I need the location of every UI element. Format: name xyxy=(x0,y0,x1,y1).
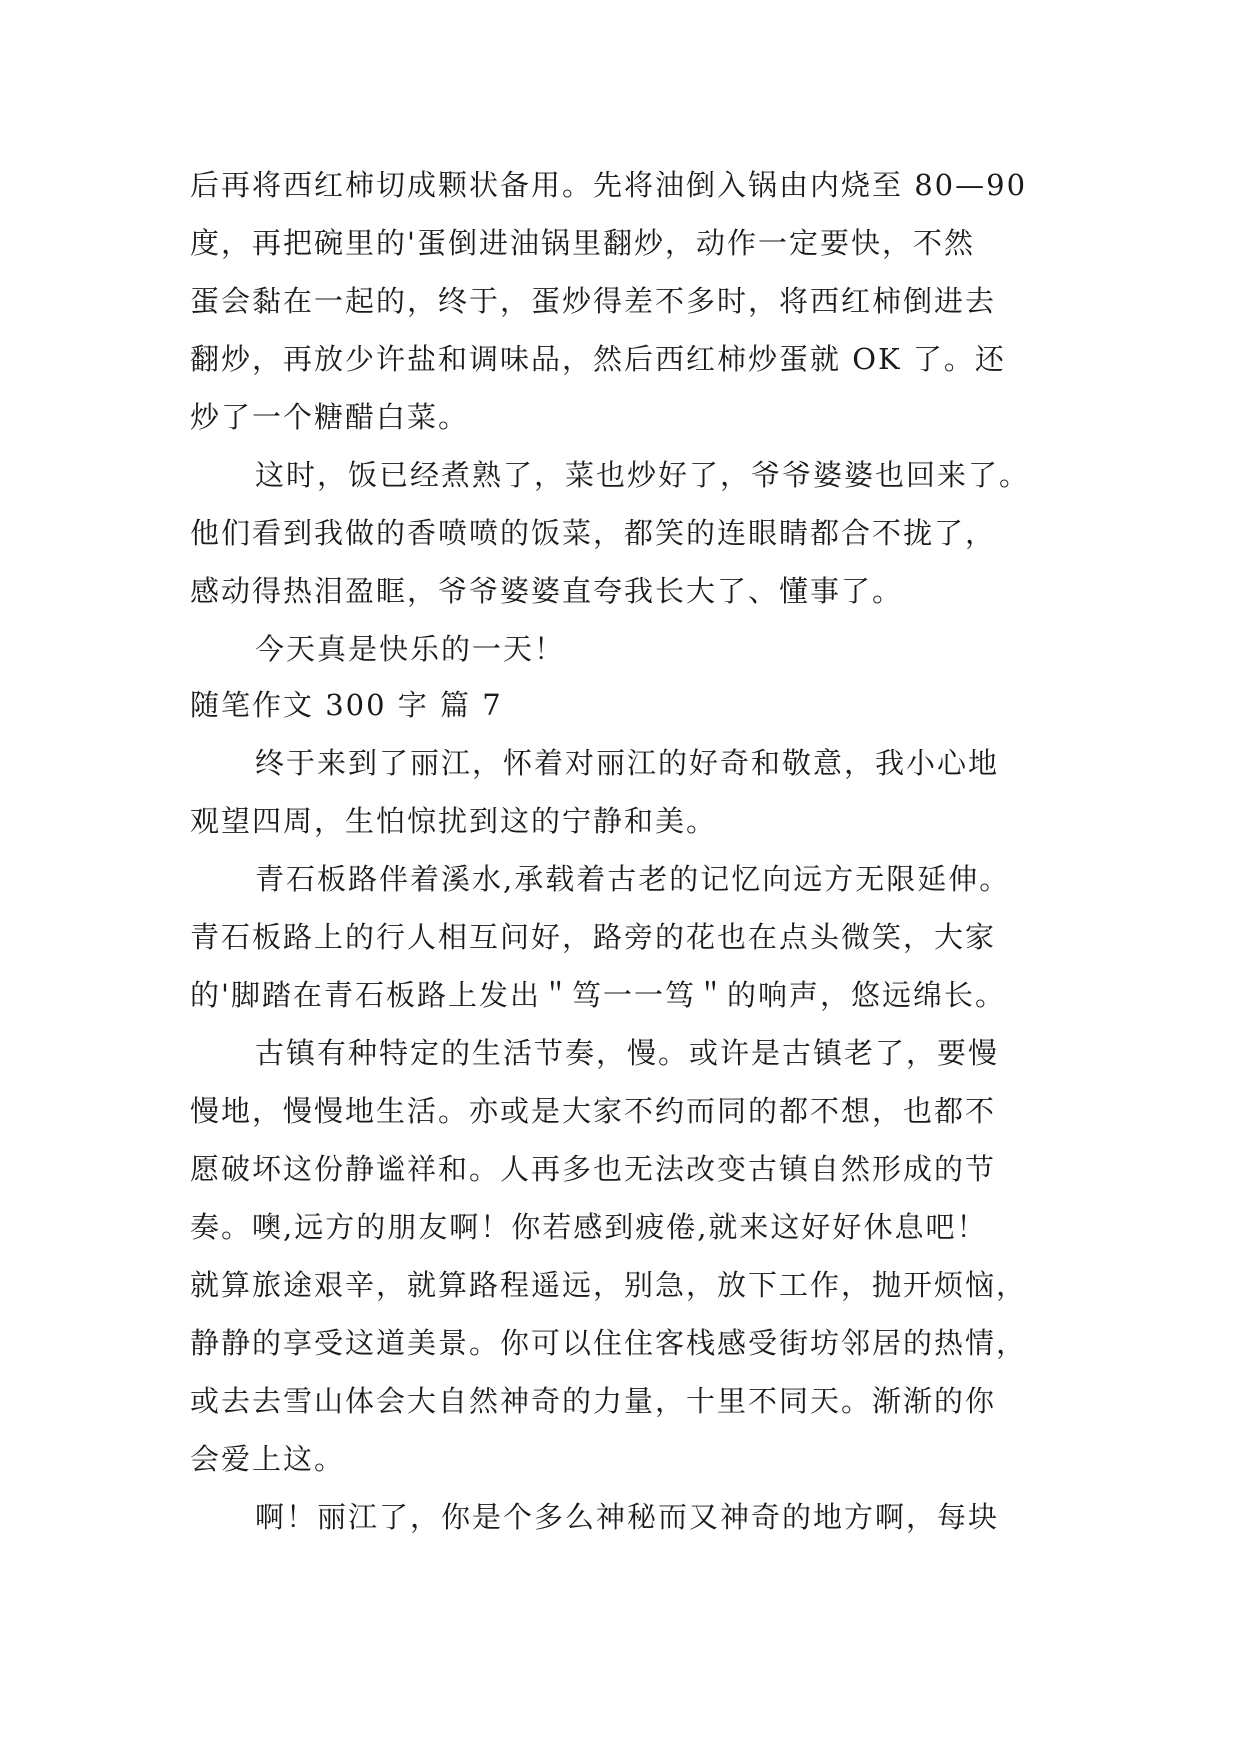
text-line: 后再将西红柿切成颗状备用。先将油倒入锅由内烧至 80—90 xyxy=(190,168,1028,202)
text-line: 会爱上这。 xyxy=(190,1442,346,1476)
paragraph-first-line: 青石板路伴着溪水,承载着古老的记忆向远方无限延伸。 xyxy=(255,862,1011,896)
text-line: 炒了一个糖醋白菜。 xyxy=(190,400,470,434)
paragraph-first-line: 今天真是快乐的一天！ xyxy=(255,632,566,666)
text-line: 蛋会黏在一起的，终于，蛋炒得差不多时，将西红柿倒进去 xyxy=(190,284,997,318)
text-line: 他们看到我做的香喷喷的饭菜，都笑的连眼睛都合不拢了， xyxy=(190,516,997,550)
text-line: 翻炒，再放少许盐和调味品，然后西红柿炒蛋就 OK 了。还 xyxy=(190,342,1006,376)
text-line: 观望四周，生怕惊扰到这的宁静和美。 xyxy=(190,804,718,838)
text-line: 度，再把碗里的'蛋倒进油锅里翻炒，动作一定要快，不然 xyxy=(190,226,975,260)
paragraph-first-line: 古镇有种特定的生活节奏，慢。或许是古镇老了，要慢 xyxy=(255,1036,1000,1070)
text-line: 感动得热泪盈眶，爷爷婆婆直夸我长大了、懂事了。 xyxy=(190,574,904,608)
text-line: 青石板路上的行人相互问好，路旁的花也在点头微笑，大家 xyxy=(190,920,997,954)
paragraph-first-line: 终于来到了丽江，怀着对丽江的好奇和敬意，我小心地 xyxy=(255,746,1000,780)
paragraph-first-line: 啊！丽江了，你是个多么神秘而又神奇的地方啊，每块 xyxy=(255,1500,1000,1534)
text-line: 奏。噢,远方的朋友啊！你若感到疲倦,就来这好好休息吧！ xyxy=(190,1210,988,1244)
paragraph-first-line: 这时，饭已经煮熟了，菜也炒好了，爷爷婆婆也回来了。 xyxy=(255,458,1031,492)
section-heading: 随笔作文 300 字 篇 7 xyxy=(190,688,503,722)
text-line: 静静的享受这道美景。你可以住住客栈感受街坊邻居的热情， xyxy=(190,1326,1028,1360)
text-line: 慢地，慢慢地生活。亦或是大家不约而同的都不想，也都不 xyxy=(190,1094,997,1128)
text-line: 就算旅途艰辛，就算路程遥远，别急，放下工作，抛开烦恼， xyxy=(190,1268,1028,1302)
text-line: 或去去雪山体会大自然神奇的力量，十里不同天。渐渐的你 xyxy=(190,1384,997,1418)
text-line: 的'脚踏在青石板路上发出＂笃一一笃＂的响声，悠远绵长。 xyxy=(190,978,1006,1012)
text-line: 愿破坏这份静谧祥和。人再多也无法改变古镇自然形成的节 xyxy=(190,1152,997,1186)
